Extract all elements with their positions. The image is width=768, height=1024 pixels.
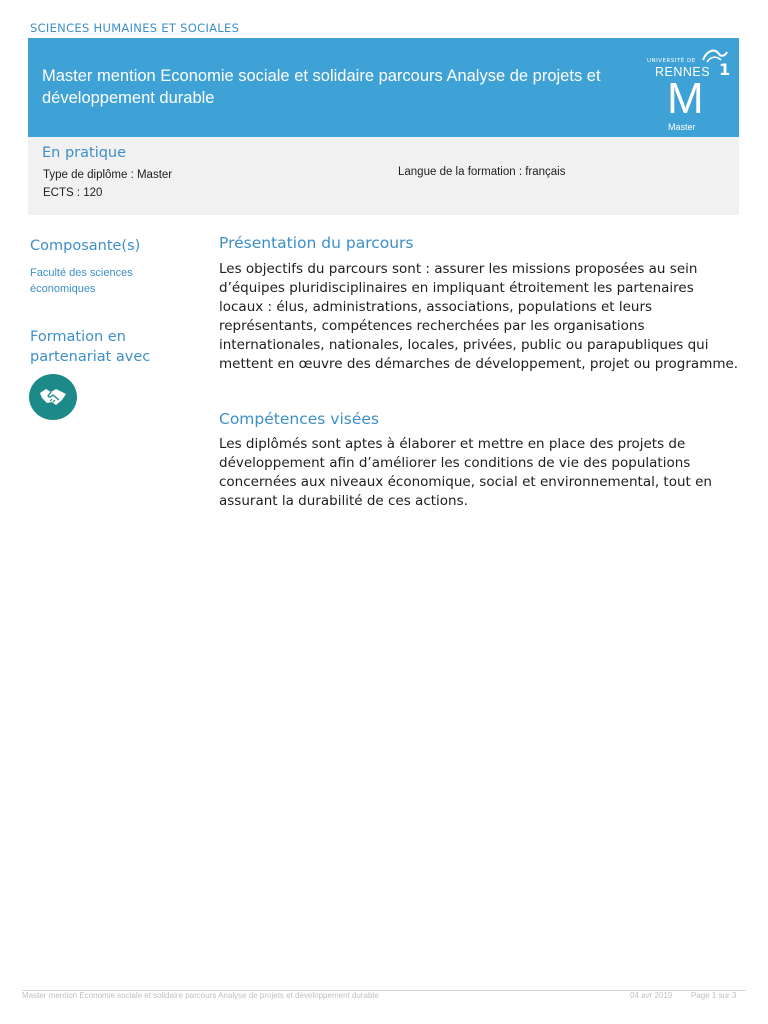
university-logo (645, 44, 733, 132)
page-title: Master mention Economie sociale et solidaire parcours Analyse de projets et développement durable (42, 67, 601, 107)
practical-info-panel (28, 137, 739, 215)
logo-university-number: 1 (719, 60, 731, 79)
ects-credits: ECTS : 120 (43, 187, 103, 199)
category-label: SCIENCES HUMAINES ET SOCIALES (30, 21, 240, 35)
footer-date: 04 avr 2019 (630, 991, 673, 1000)
footer-title: Master mention Economie sociale et solidaire parcours Analyse de projets et développement durable (22, 991, 379, 1000)
footer-page-number: Page 1 sur 3 (691, 991, 737, 1000)
section-title-presentation: Présentation du parcours (219, 234, 414, 252)
section-title-skills: Compétences visées (219, 410, 379, 428)
section-text-presentation: Les objectifs du parcours sont : assurer les missions proposées au sein d’équipes pluridisciplinaires en impliquant étroitement les partenaires locaux : élus, administrations, associations, populations et leurs représentants, compétences recherchées par les organisations internationales, nationales, locales, privées, public ou parapubliques qui mettent en œuvre des démarches de développement, projet ou programme. (219, 261, 739, 372)
diploma-type: Type de diplôme : Master (43, 169, 173, 181)
section-text-skills: Les diplômés sont aptes à élaborer et mettre en place des projets de développement afin d’améliorer les conditions de vie des populations concernées aux niveaux économique, social et environnemental, tout en assurant la durabilité de ces actions. (219, 436, 712, 509)
title-banner (28, 38, 739, 137)
logo-university-small: UNIVERSITÉ DE (647, 58, 696, 64)
partnership-title: Formation en partenariat avec (30, 329, 151, 365)
training-language: Langue de la formation : français (398, 166, 566, 178)
handshake-icon (29, 374, 77, 420)
practical-title: En pratique (42, 145, 127, 161)
logo-level-label: Master (668, 122, 696, 132)
logo-level-letter: M (667, 74, 704, 123)
logo-university-name: RENNES (655, 65, 711, 79)
components-title: Composante(s) (30, 238, 141, 254)
component-link[interactable]: Faculté des sciences économiques (30, 267, 133, 295)
